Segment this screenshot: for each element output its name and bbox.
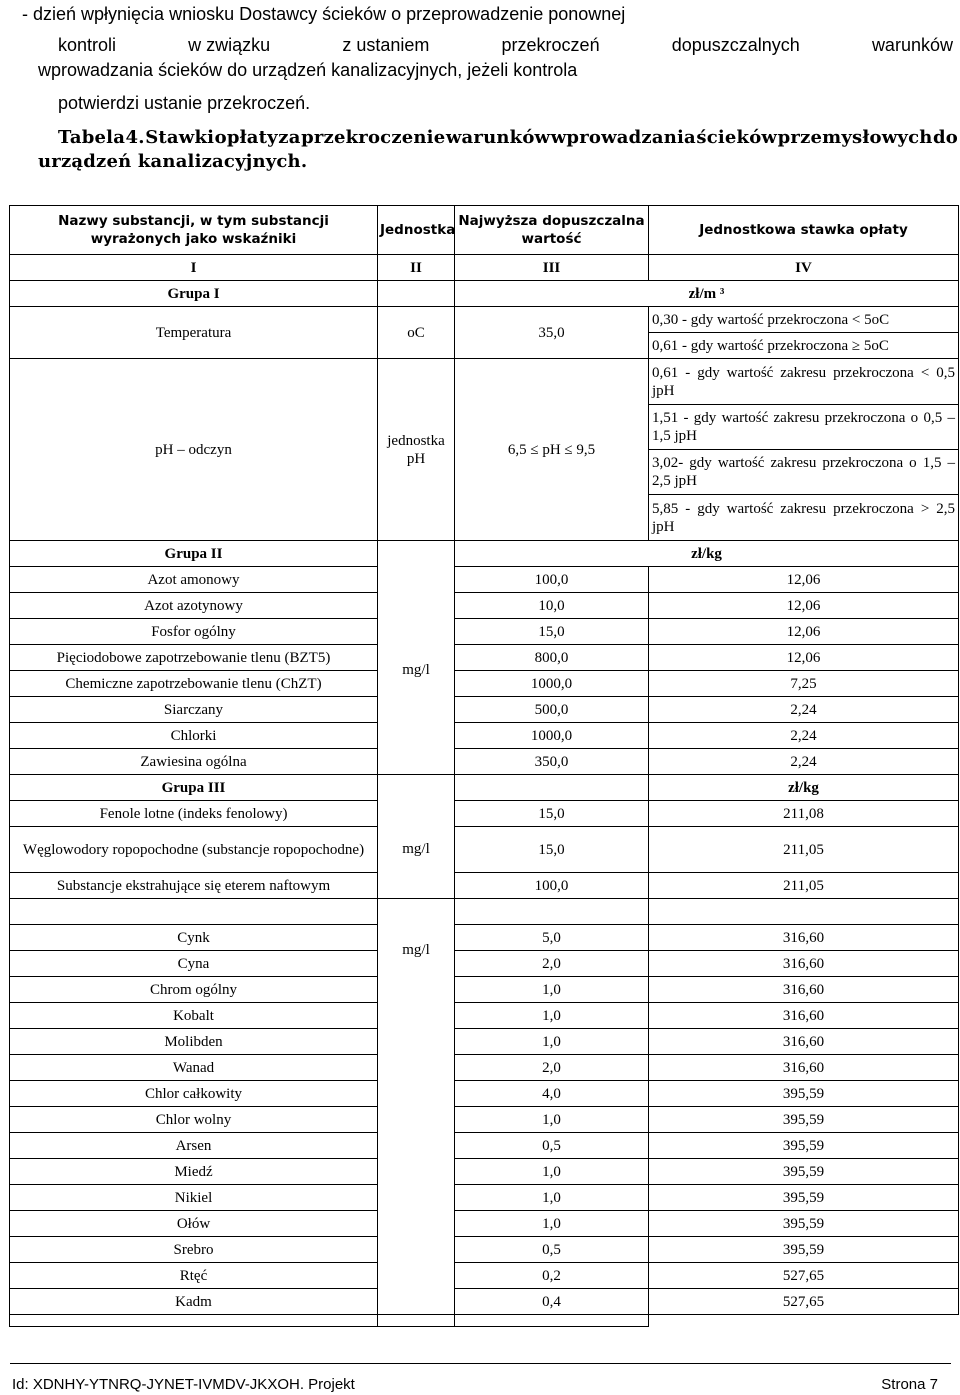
- substance-name: Nikiel: [10, 1185, 378, 1211]
- substance-name: Molibden: [10, 1029, 378, 1055]
- table-row: [10, 723, 959, 749]
- max-value: 35,0: [455, 307, 649, 359]
- substance-name: Chrom ogólny: [10, 977, 378, 1003]
- max-value: 1,0: [455, 1185, 649, 1211]
- rate-value: 316,60: [649, 1055, 959, 1081]
- page-number: Strona 7: [881, 1376, 938, 1393]
- rate-value: 395,59: [649, 1211, 959, 1237]
- max-value: 1,0: [455, 1107, 649, 1133]
- max-value: 5,0: [455, 925, 649, 951]
- table-row: [10, 1237, 959, 1263]
- substance-unit: mg/l: [378, 925, 455, 1315]
- header-substance: Nazwy substancji, w tym substancji wyrażonych jako wskaźniki: [10, 206, 378, 255]
- group-unit: zł/kg: [649, 775, 959, 801]
- substance-name: Kadm: [10, 1289, 378, 1315]
- substance-name: Azot azotynowy: [10, 593, 378, 619]
- ph-row: [10, 359, 959, 405]
- table-row: [10, 1081, 959, 1107]
- empty-cell: [455, 899, 649, 925]
- substance-name: pH – odczyn: [10, 359, 378, 541]
- rate-value: 12,06: [649, 567, 959, 593]
- empty-cell: [378, 281, 455, 307]
- table-row: [10, 1289, 959, 1315]
- max-value: 6,5 ≤ pH ≤ 9,5: [455, 359, 649, 541]
- substance-name: Siarczany: [10, 697, 378, 723]
- substance-name: Rtęć: [10, 1263, 378, 1289]
- table-row: [10, 801, 959, 827]
- substance-unit: mg/l: [378, 801, 455, 899]
- rate-value: 527,65: [649, 1289, 959, 1315]
- caption-word: 4.: [125, 127, 145, 148]
- intro-word: warunków: [871, 35, 953, 55]
- max-value: 0,5: [455, 1133, 649, 1159]
- empty-cell: [378, 899, 455, 925]
- group-1-row: [10, 281, 959, 307]
- table-row: [10, 1263, 959, 1289]
- intro-line-4: potwierdzi ustanie przekroczeń.: [58, 93, 311, 113]
- rate-text: 1,51 - gdy wartość zakresu przekroczona o 0,5 – 1,5 jpH: [649, 405, 959, 450]
- empty-cell: [378, 541, 455, 567]
- max-value: 2,0: [455, 1055, 649, 1081]
- caption-word: Stawki: [145, 127, 215, 148]
- max-value: 800,0: [455, 645, 649, 671]
- table-end-row: [10, 1315, 959, 1327]
- table-row: [10, 1107, 959, 1133]
- max-value: 1,0: [455, 1029, 649, 1055]
- table-row: [10, 749, 959, 775]
- header-rate: Jednostkowa stawka opłaty: [649, 206, 959, 255]
- substance-name: Ołów: [10, 1211, 378, 1237]
- max-value: 100,0: [455, 567, 649, 593]
- intro-line-3: wprowadzania ścieków do urządzeń kanalizacyjnych, jeżeli kontrola: [38, 60, 578, 80]
- rate-text: 3,02- gdy wartość zakresu przekroczona o 1,5 – 2,5 jpH: [649, 450, 959, 495]
- substance-name: Cynk: [10, 925, 378, 951]
- rate-value: 12,06: [649, 619, 959, 645]
- intro-word: przekroczeń: [501, 35, 600, 55]
- max-value: 4,0: [455, 1081, 649, 1107]
- rate-value: 12,06: [649, 645, 959, 671]
- header-row: [10, 206, 959, 255]
- max-value: 0,4: [455, 1289, 649, 1315]
- substance-name: Pięciodobowe zapotrzebowanie tlenu (BZT5): [10, 645, 378, 671]
- rate-value: 211,05: [649, 873, 959, 899]
- rate-value: 316,60: [649, 1003, 959, 1029]
- intro-word: w związku: [188, 35, 271, 55]
- empty-cell: [649, 899, 959, 925]
- rate-value: 395,59: [649, 1133, 959, 1159]
- substance-name: Wanad: [10, 1055, 378, 1081]
- empty-cell: [455, 775, 649, 801]
- rate-value: 2,24: [649, 749, 959, 775]
- caption-word: opłaty: [214, 127, 278, 148]
- max-value: 0,2: [455, 1263, 649, 1289]
- caption-word: przemysłowych: [777, 127, 933, 148]
- max-value: 1,0: [455, 1003, 649, 1029]
- col-number: III: [455, 255, 649, 281]
- empty-cell: [378, 775, 455, 801]
- footer-rule: [10, 1363, 951, 1364]
- header-max-value: Najwyższa dopuszczalna wartość: [455, 206, 649, 255]
- group-label: Grupa III: [10, 775, 378, 801]
- table-row: [10, 925, 959, 951]
- substance-name: Cyna: [10, 951, 378, 977]
- substance-name: Chlor całkowity: [10, 1081, 378, 1107]
- caption-word: za: [278, 127, 301, 148]
- table-row: [10, 567, 959, 593]
- rate-value: 527,65: [649, 1263, 959, 1289]
- rate-text: 0,30 - gdy wartość przekroczona < 5oC: [649, 307, 959, 333]
- max-value: 0,5: [455, 1237, 649, 1263]
- intro-line-2: [58, 35, 953, 56]
- table-caption-line-2: urządzeń kanalizacyjnych.: [38, 151, 308, 172]
- substance-name: Węglowodory ropopochodne (substancje ropopochodne): [10, 827, 378, 873]
- rate-text: 0,61 - gdy wartość zakresu przekroczona < 0,5 jpH: [649, 359, 959, 405]
- substance-unit: jednostka pH: [378, 359, 455, 541]
- intro-word: z ustaniem: [342, 35, 430, 55]
- substance-name: Fosfor ogólny: [10, 619, 378, 645]
- intro-line-1: - dzień wpłynięcia wniosku Dostawcy ścieków o przeprowadzenie ponownej: [22, 4, 626, 24]
- substance-name: Srebro: [10, 1237, 378, 1263]
- caption-word: wprowadzania: [550, 127, 696, 148]
- max-value: 2,0: [455, 951, 649, 977]
- intro-word: kontroli: [58, 35, 117, 55]
- table-row: [10, 593, 959, 619]
- caption-word: ścieków: [696, 127, 778, 148]
- max-value: 1,0: [455, 1211, 649, 1237]
- caption-word: warunków: [445, 127, 551, 148]
- temperature-row: [10, 307, 959, 333]
- substance-name: Chemiczne zapotrzebowanie tlenu (ChZT): [10, 671, 378, 697]
- rate-text: 5,85 - gdy wartość zakresu przekroczona > 2,5 jpH: [649, 495, 959, 541]
- rate-value: 316,60: [649, 925, 959, 951]
- table-row: [10, 1133, 959, 1159]
- col-number: I: [10, 255, 378, 281]
- group-unit: zł/kg: [455, 541, 959, 567]
- empty-cell: [10, 899, 378, 925]
- max-value: 15,0: [455, 827, 649, 873]
- max-value: 100,0: [455, 873, 649, 899]
- table-caption-line-1: [58, 127, 958, 148]
- max-value: 1000,0: [455, 723, 649, 749]
- table-row: [10, 977, 959, 1003]
- rate-value: 395,59: [649, 1237, 959, 1263]
- substance-name: Kobalt: [10, 1003, 378, 1029]
- substance-name: Substancje ekstrahujące się eterem naftowym: [10, 873, 378, 899]
- table-row: [10, 1185, 959, 1211]
- rate-value: 316,60: [649, 1029, 959, 1055]
- max-value: 10,0: [455, 593, 649, 619]
- rate-value: 395,59: [649, 1081, 959, 1107]
- substance-unit: mg/l: [378, 567, 455, 775]
- max-value: 500,0: [455, 697, 649, 723]
- group-label: Grupa I: [10, 281, 378, 307]
- rate-value: 2,24: [649, 723, 959, 749]
- substance-name: Arsen: [10, 1133, 378, 1159]
- rate-value: 211,08: [649, 801, 959, 827]
- substance-name: Azot amonowy: [10, 567, 378, 593]
- max-value: 1,0: [455, 977, 649, 1003]
- table-row: [10, 951, 959, 977]
- group-label: Grupa II: [10, 541, 378, 567]
- column-numbers-row: [10, 255, 959, 281]
- table-row: [10, 1055, 959, 1081]
- header-unit: Jednostka: [378, 206, 455, 255]
- empty-cell: [378, 1315, 455, 1327]
- substance-name: Chlor wolny: [10, 1107, 378, 1133]
- intro-word: dopuszczalnych: [671, 35, 800, 55]
- col-number: IV: [649, 255, 959, 281]
- max-value: 15,0: [455, 619, 649, 645]
- rate-value: 211,05: [649, 827, 959, 873]
- max-value: 15,0: [455, 801, 649, 827]
- substance-name: Zawiesina ogólna: [10, 749, 378, 775]
- empty-cell: [10, 1315, 378, 1327]
- caption-word: Tabela: [58, 127, 126, 148]
- blank-row: [10, 899, 959, 925]
- rate-value: 395,59: [649, 1159, 959, 1185]
- document-id: Id: XDNHY-YTNRQ-JYNET-IVMDV-JKXOH. Projekt: [12, 1376, 355, 1393]
- max-value: 1,0: [455, 1159, 649, 1185]
- rates-table: [9, 205, 959, 1327]
- table-row: [10, 1211, 959, 1237]
- table-row: [10, 1159, 959, 1185]
- table-row: [10, 645, 959, 671]
- table-row: [10, 827, 959, 873]
- table-row: [10, 671, 959, 697]
- rate-value: 2,24: [649, 697, 959, 723]
- col-number: II: [378, 255, 455, 281]
- table-row: [10, 1029, 959, 1055]
- rate-value: 316,60: [649, 951, 959, 977]
- substance-unit: oC: [378, 307, 455, 359]
- table-row: [10, 697, 959, 723]
- table-row: [10, 873, 959, 899]
- rate-value: 12,06: [649, 593, 959, 619]
- rate-text: 0,61 - gdy wartość przekroczona ≥ 5oC: [649, 333, 959, 359]
- table-row: [10, 619, 959, 645]
- substance-name: Miedź: [10, 1159, 378, 1185]
- group-unit: zł/m ³: [455, 281, 959, 307]
- table-row: [10, 1003, 959, 1029]
- substance-name: Fenole lotne (indeks fenolowy): [10, 801, 378, 827]
- rate-value: 7,25: [649, 671, 959, 697]
- caption-word: przekroczenie: [301, 127, 446, 148]
- rate-value: 395,59: [649, 1185, 959, 1211]
- max-value: 1000,0: [455, 671, 649, 697]
- rate-value: 316,60: [649, 977, 959, 1003]
- rate-value: 395,59: [649, 1107, 959, 1133]
- group-2-row: [10, 541, 959, 567]
- group-3-row: [10, 775, 959, 801]
- max-value: 350,0: [455, 749, 649, 775]
- substance-name: Temperatura: [10, 307, 378, 359]
- empty-cell: [455, 1315, 649, 1327]
- substance-name: Chlorki: [10, 723, 378, 749]
- caption-word: do: [933, 127, 958, 148]
